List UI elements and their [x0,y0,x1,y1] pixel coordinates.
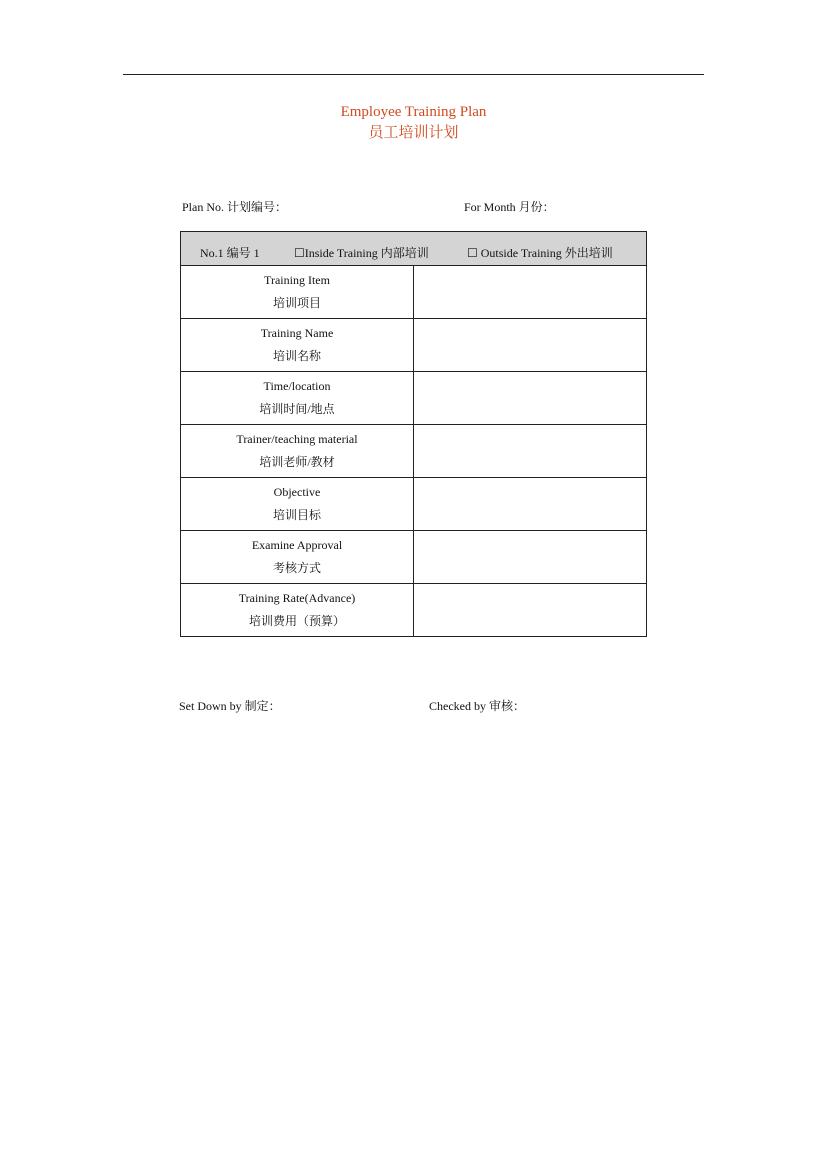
training-plan-table [180,231,647,637]
row-label-zh: 考核方式 [272,561,321,575]
table-header-cell [181,232,647,266]
training-item-field[interactable] [414,266,647,319]
table-row [181,425,647,478]
inside-training-checkbox[interactable]: ☐Inside Training 内部培训 [294,246,429,260]
row-label [181,478,414,531]
row-label-en: Training Name [260,326,334,340]
table-row [181,266,647,319]
row-label-zh: 培训老师/教材 [259,455,335,469]
table-row [181,372,647,425]
for-month-label: For Month 月份： [464,200,555,214]
row-label-en: Time/location [263,379,331,393]
page-title-zh: 员工培训计划 [368,125,459,141]
plan-no-label: Plan No. 计划编号： [182,200,288,214]
row-label [181,266,414,319]
outside-training-checkbox[interactable]: ☐ Outside Training 外出培训 [467,246,613,260]
row-label-en: Trainer/teaching material [236,432,358,446]
page-title-en: Employee Training Plan [340,104,487,120]
top-rule [123,74,704,75]
row-label-en: Objective [273,485,321,499]
training-name-field[interactable] [414,319,647,372]
row-label-zh: 培训目标 [272,508,321,522]
trainer-material-field[interactable] [414,425,647,478]
table-row [181,478,647,531]
row-label [181,319,414,372]
row-label [181,584,414,637]
table-row [181,319,647,372]
checked-by-label: Checked by 审核： [429,699,525,713]
table-header-row [181,232,647,266]
row-label [181,372,414,425]
examine-approval-field[interactable] [414,531,647,584]
time-location-field[interactable] [414,372,647,425]
row-label [181,425,414,478]
row-label-en: Training Rate(Advance) [238,591,356,605]
table-row [181,584,647,637]
row-label-en: Training Item [264,273,330,287]
row-label-zh: 培训时间/地点 [259,402,335,416]
row-label-zh: 培训费用（预算） [248,614,345,628]
table-row [181,531,647,584]
row-label-zh: 培训名称 [272,349,321,363]
plan-number: No.1 编号 1 [200,246,260,260]
training-rate-field[interactable] [414,584,647,637]
row-label [181,531,414,584]
row-label-en: Examine Approval [251,538,343,552]
objective-field[interactable] [414,478,647,531]
row-label-zh: 培训项目 [272,296,321,310]
set-down-label: Set Down by 制定： [179,699,281,713]
